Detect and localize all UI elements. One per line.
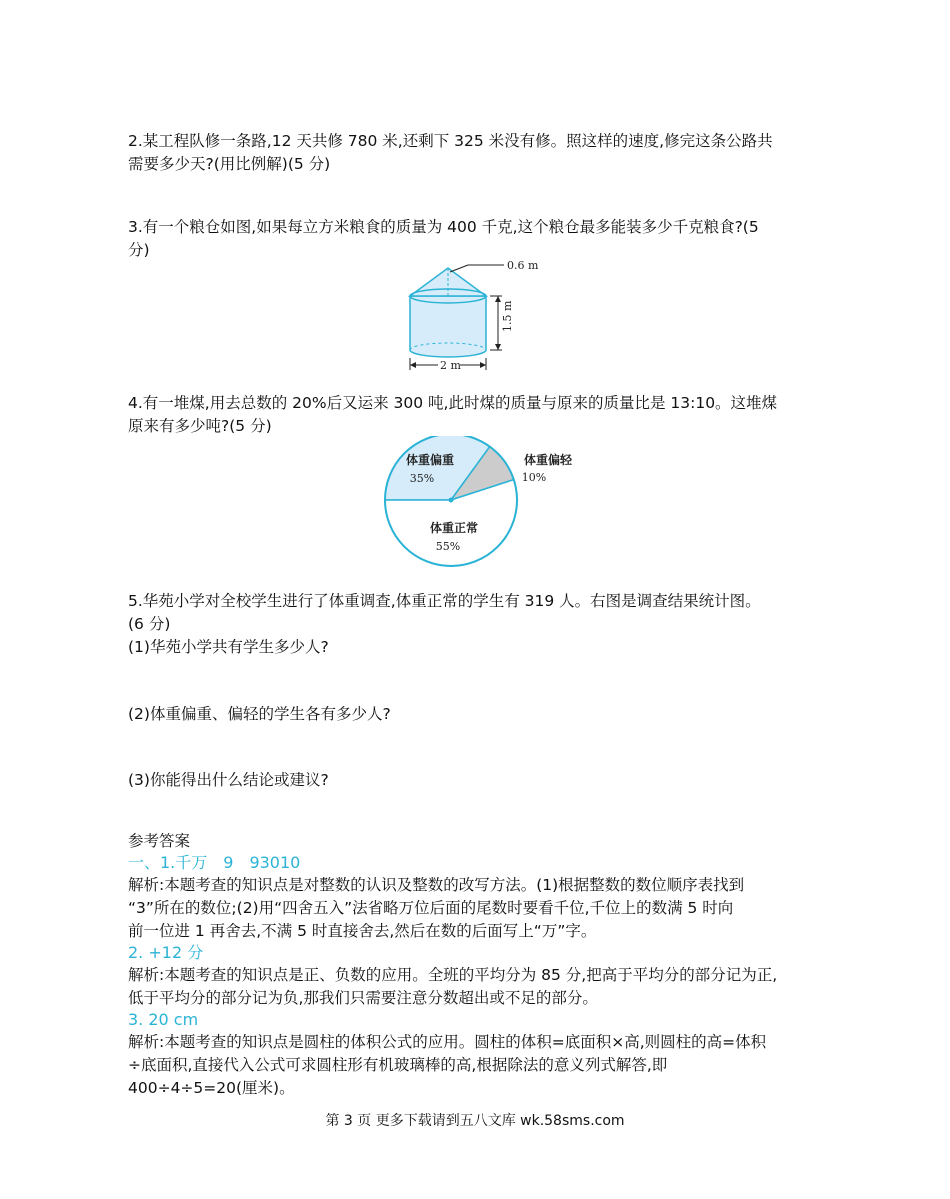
- q2-line1: 2.某工程队修一条路,12 天共修 780 米,还剩下 325 米没有修。照这样的速度,修完这条公路共: [128, 132, 773, 150]
- q4-line1: 4.有一堆煤,用去总数的 20%后又运来 300 吨,此时煤的质量与原来的质量比是 13:10。这堆煤: [128, 394, 778, 412]
- answer-3-line1: 解析:本题考查的知识点是圆柱的体积公式的应用。圆柱的体积=底面积×高,则圆柱的高=体积: [128, 1033, 767, 1051]
- q5-sub3: (3)你能得出什么结论或建议?: [128, 771, 329, 789]
- pie-label-light: 体重偏轻: [523, 453, 573, 467]
- granary-figure: [400, 258, 540, 378]
- answer-1-line1: 解析:本题考查的知识点是对整数的认识及整数的改写方法。(1)根据整数的数位顺序表找到: [128, 876, 745, 894]
- cylinder-height-label: 1.5 m: [501, 300, 514, 332]
- answer-1-line2: “3”所在的数位;(2)用“四舍五入”法省略万位后面的尾数时要看千位,千位上的数满 5 时向: [128, 899, 734, 917]
- answer-1-title: 一、1.千万 9 93010: [128, 853, 301, 872]
- q5-sub2: (2)体重偏重、偏轻的学生各有多少人?: [128, 705, 391, 723]
- cone-roof: [410, 268, 486, 296]
- answers-heading: 参考答案: [128, 832, 191, 850]
- pie-center-dot: [449, 498, 454, 503]
- page-footer: 第 3 页 更多下载请到五八文库 wk.58sms.com: [325, 1113, 625, 1129]
- answer-3-title: 3. 20 cm: [128, 1010, 199, 1029]
- q3-line1: 3.有一个粮仓如图,如果每立方米粮食的质量为 400 千克,这个粮仓最多能装多少千克粮食?(5: [128, 218, 759, 236]
- q2-line2: 需要多少天?(用比例解)(5 分): [128, 155, 331, 173]
- pie-label-heavy: 体重偏重: [405, 453, 455, 467]
- diameter-label: 2 m: [440, 359, 461, 372]
- cone-label-leader: [450, 265, 468, 272]
- answer-2-line1: 解析:本题考查的知识点是正、负数的应用。全班的平均分为 85 分,把高于平均分的部分记为正,: [128, 966, 778, 984]
- weight-pie-chart: [378, 436, 588, 572]
- q3-line2: 分): [128, 241, 150, 259]
- answer-3-line2: ÷底面积,直接代入公式可求圆柱形有机玻璃棒的高,根据除法的意义列式解答,即: [128, 1056, 668, 1074]
- answer-2-title: 2. +12 分: [128, 943, 204, 962]
- q5-sub1: (1)华苑小学共有学生多少人?: [128, 638, 329, 656]
- answer-2-line2: 低于平均分的部分记为负,那我们只需要注意分数超出或不足的部分。: [128, 989, 598, 1007]
- answer-3-line3: 400÷4÷5=20(厘米)。: [128, 1079, 295, 1097]
- cylinder-body: [410, 296, 486, 357]
- cone-height-label: 0.6 m: [507, 259, 539, 272]
- pie-value-heavy: 35%: [409, 472, 435, 485]
- pie-value-light: 10%: [521, 471, 547, 484]
- q4-line2: 原来有多少吨?(5 分): [128, 417, 272, 435]
- pie-label-normal: 体重正常: [429, 521, 479, 535]
- pie-value-normal: 55%: [435, 540, 461, 553]
- answer-1-line3: 前一位进 1 再舍去,不满 5 时直接舍去,然后在数的后面写上“万”字。: [128, 922, 597, 940]
- q5-line2: (6 分): [128, 615, 171, 633]
- q5-line1: 5.华苑小学对全校学生进行了体重调查,体重正常的学生有 319 人。右图是调查结果统计图。: [128, 592, 761, 610]
